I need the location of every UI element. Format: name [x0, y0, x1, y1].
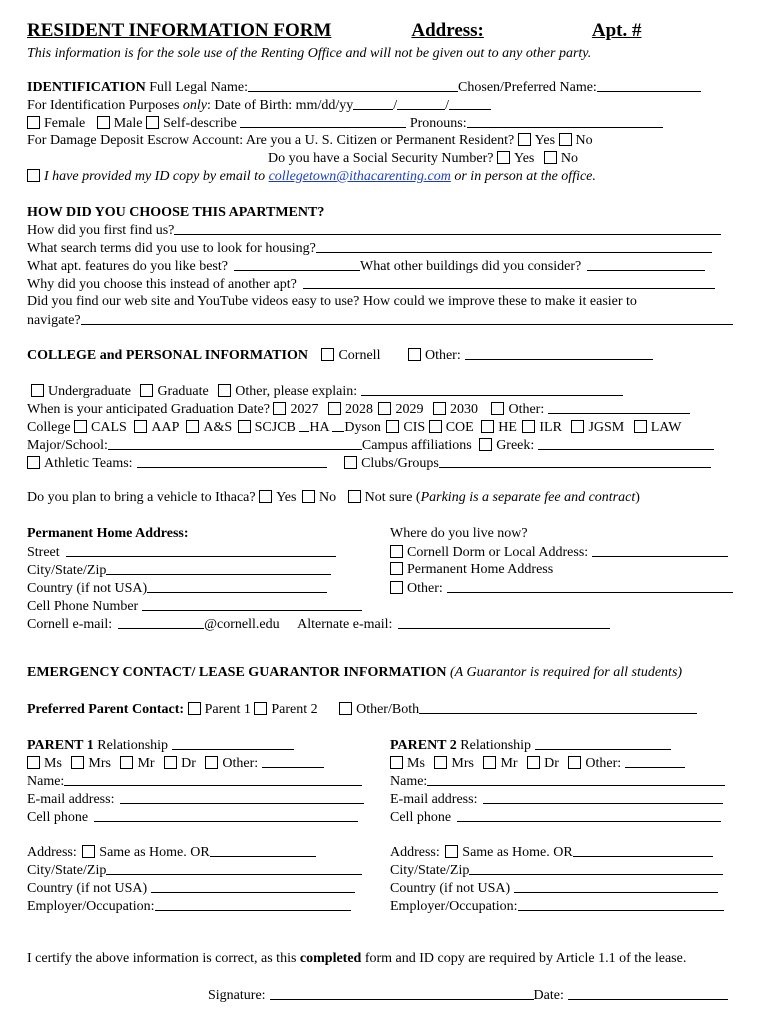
street-field[interactable] [66, 543, 336, 557]
parent2-employer-field[interactable] [518, 897, 724, 911]
self-describe-field[interactable] [240, 114, 406, 128]
college-ha-blank[interactable] [299, 418, 309, 432]
buildings-question: What other buildings did you consider? [359, 259, 582, 274]
alt-email-label: Alternate e-mail: [297, 617, 393, 632]
vehicle-yes-checkbox[interactable] [259, 490, 272, 503]
country-label: Country (if not USA) [390, 881, 511, 896]
college-option: COE [445, 420, 474, 435]
parent2-option: Parent 2 [271, 702, 318, 717]
email-link[interactable]: collegetown@ithacarenting.com [268, 169, 451, 184]
name-label: Name: [390, 774, 428, 789]
emergency-heading: EMERGENCY CONTACT/ LEASE GUARANTOR INFORMATION [27, 665, 447, 680]
live-other-label: Other: [407, 581, 443, 596]
college-jgsm-checkbox[interactable] [571, 420, 584, 433]
dob-label: For Identification Purposes [27, 98, 183, 113]
vehicle-no-checkbox[interactable] [302, 490, 315, 503]
other-college-checkbox[interactable] [408, 348, 421, 361]
college-option: JGSM [588, 420, 625, 435]
male-checkbox[interactable] [97, 116, 110, 129]
preferred-other-field[interactable] [419, 700, 697, 714]
yes-label: Yes [276, 490, 297, 505]
address-label: Address: [411, 20, 484, 41]
parent2-address-field[interactable] [573, 843, 713, 857]
perm-home-checkbox[interactable] [390, 562, 403, 575]
college-label: College [27, 420, 71, 435]
dob-year-field[interactable] [449, 96, 491, 110]
undergraduate-checkbox[interactable] [31, 384, 44, 397]
cornell-domain: @cornell.edu [204, 617, 280, 632]
female-label: Female [44, 116, 86, 131]
citizen-yes-checkbox[interactable] [518, 133, 531, 146]
find-field[interactable] [174, 221, 721, 235]
preferred-contact-label: Preferred Parent Contact: [27, 702, 185, 717]
year-2027-checkbox[interactable] [273, 402, 286, 415]
dob-slash: / [393, 98, 398, 113]
dob-month-field[interactable] [353, 96, 393, 110]
buildings-field[interactable] [587, 257, 705, 271]
year-label: 2028 [344, 402, 373, 417]
apartment-heading: HOW DID YOU CHOOSE THIS APARTMENT? [27, 205, 325, 220]
self-describe-checkbox[interactable] [146, 116, 159, 129]
college-law-checkbox[interactable] [634, 420, 647, 433]
college-scjcb-checkbox[interactable] [238, 420, 251, 433]
parent1-city-field[interactable] [106, 861, 362, 875]
other-both-option: Other/Both [356, 702, 420, 717]
cornell-email-field[interactable] [118, 615, 204, 629]
parent1-email-field[interactable] [120, 790, 364, 804]
title-option: Ms [407, 756, 425, 771]
certification-statement [27, 950, 686, 967]
parent1-country-field[interactable] [151, 879, 355, 893]
citizen-question: For Damage Deposit Escrow Account: Are you a U. S. Citizen or Permanent Resident? [27, 133, 515, 148]
email-label: E-mail address: [27, 792, 115, 807]
parent2-country-field[interactable] [514, 879, 718, 893]
cornell-label: Cornell [338, 348, 381, 363]
female-checkbox[interactable] [27, 116, 40, 129]
parent2-cell-field[interactable] [457, 808, 721, 822]
parent2-dr-checkbox[interactable] [527, 756, 540, 769]
pronouns-label: Pronouns: [409, 116, 467, 131]
cell-label: Cell phone [390, 810, 452, 825]
pronouns-field[interactable] [467, 114, 663, 128]
full-name-field[interactable] [248, 78, 458, 92]
parent1-relationship-field[interactable] [172, 736, 294, 750]
title-other-label: Other: [585, 756, 622, 771]
parent2-heading: PARENT 2 [390, 738, 457, 753]
parent2-ms-checkbox[interactable] [390, 756, 403, 769]
parent2-mr-checkbox[interactable] [483, 756, 496, 769]
address-label: Address: [27, 845, 77, 860]
year-2030-checkbox[interactable] [433, 402, 446, 415]
id-copy-text: or in person at the office. [450, 169, 596, 184]
header-row [27, 22, 700, 39]
college-ilr-checkbox[interactable] [522, 420, 535, 433]
parent1-other-field[interactable] [262, 754, 324, 768]
title-option: Mrs [88, 756, 111, 771]
date-label: Date: [533, 988, 564, 1003]
year-2028-checkbox[interactable] [328, 402, 341, 415]
yes-label: Yes [514, 151, 535, 166]
why-question: Why did you choose this instead of another apt? [27, 277, 297, 292]
alt-email-field[interactable] [398, 615, 610, 629]
ssn-yes-checkbox[interactable] [497, 151, 510, 164]
id-copy-text: I have provided my ID copy by email to [44, 169, 269, 184]
find-question: How did you first find us? [27, 223, 175, 238]
city-label: City/State/Zip [390, 863, 470, 878]
relationship-label: Relationship [97, 738, 169, 753]
chosen-name-label: Chosen/Preferred Name: [458, 80, 597, 95]
greek-checkbox[interactable] [479, 438, 492, 451]
address-label: Address: [390, 845, 440, 860]
college-heading: COLLEGE and PERSONAL INFORMATION [27, 348, 308, 363]
greek-field[interactable] [538, 436, 714, 450]
college-option: A&S [203, 420, 233, 435]
undergraduate-label: Undergraduate [48, 384, 131, 399]
parent1-other-checkbox[interactable] [205, 756, 218, 769]
dob-format: : Date of Birth: mm/dd/yy [207, 98, 354, 113]
ssn-no-checkbox[interactable] [544, 151, 557, 164]
parent1-address-field[interactable] [210, 843, 316, 857]
parent1-dr-checkbox[interactable] [164, 756, 177, 769]
parent1-ms-checkbox[interactable] [27, 756, 40, 769]
city-label: City/State/Zip [27, 563, 107, 578]
graduate-label: Graduate [157, 384, 209, 399]
other-college-field[interactable] [465, 346, 653, 360]
citizen-no-checkbox[interactable] [559, 133, 572, 146]
same-home-label: Same as Home. OR [462, 845, 573, 860]
dorm-label: Cornell Dorm or Local Address: [407, 545, 589, 560]
parent2-city-field[interactable] [469, 861, 723, 875]
search-question: What search terms did you use to look for housing? [27, 241, 316, 256]
parent1-heading: PARENT 1 [27, 738, 94, 753]
identification-heading: IDENTIFICATION [27, 80, 146, 95]
vehicle-question: Do you plan to bring a vehicle to Ithaca? [27, 490, 256, 505]
clubs-checkbox[interactable] [344, 456, 357, 469]
parent1-employer-field[interactable] [155, 897, 351, 911]
grad-date-question: When is your anticipated Graduation Date? [27, 402, 270, 417]
college-option: HE [498, 420, 517, 435]
country-label: Country (if not USA) [27, 581, 148, 596]
title-option: Dr [544, 756, 559, 771]
title-option: Mr [500, 756, 518, 771]
parent2-mrs-checkbox[interactable] [434, 756, 447, 769]
name-label: Name: [27, 774, 65, 789]
dorm-field[interactable] [592, 543, 728, 557]
signature-field[interactable] [270, 986, 534, 1000]
no-label: No [560, 151, 578, 166]
form-subtitle: This information is for the sole use of the Renting Office and will not be given out to any other party. [27, 46, 592, 61]
dorm-checkbox[interactable] [390, 545, 403, 558]
title-option: Dr [181, 756, 196, 771]
certify-completed: completed [299, 951, 362, 966]
year-other-field[interactable] [548, 400, 690, 414]
cornell-email-label: Cornell e-mail: [27, 617, 113, 632]
college-option: CIS [403, 420, 426, 435]
not-sure-label: Not sure [364, 490, 413, 505]
college-as-checkbox[interactable] [186, 420, 199, 433]
city-label: City/State/Zip [27, 863, 107, 878]
id-copy-checkbox[interactable] [27, 169, 40, 182]
certify-text: form and ID copy are required by Article 1.1 of the lease. [361, 951, 687, 966]
chosen-name-field[interactable] [597, 78, 701, 92]
live-question: Where do you live now? [390, 526, 528, 541]
parent2-same-home-checkbox[interactable] [445, 845, 458, 858]
dob-slash: / [445, 98, 450, 113]
web-field[interactable] [81, 311, 733, 325]
parent1-mr-checkbox[interactable] [120, 756, 133, 769]
preferred-parent1-checkbox[interactable] [188, 702, 201, 715]
college-dyson-blank[interactable] [332, 418, 344, 432]
parent1-option: Parent 1 [204, 702, 251, 717]
college-he-checkbox[interactable] [481, 420, 494, 433]
apt-label: Apt. # [591, 20, 642, 41]
web-question: Did you find our web site and YouTube videos easy to use? How could we improve these to make it easier to [27, 294, 637, 309]
athletic-checkbox[interactable] [27, 456, 40, 469]
features-question: What apt. features do you like best? [27, 259, 228, 274]
college-option: AAP [151, 420, 179, 435]
preferred-parent2-checkbox[interactable] [254, 702, 267, 715]
college-coe-checkbox[interactable] [429, 420, 442, 433]
signature-label: Signature: [208, 988, 266, 1003]
relationship-label: Relationship [460, 738, 532, 753]
clubs-field[interactable] [439, 454, 711, 468]
search-field[interactable] [316, 239, 712, 253]
other-program-checkbox[interactable] [218, 384, 231, 397]
greek-label: Greek: [496, 438, 535, 453]
employer-label: Employer/Occupation: [390, 899, 518, 914]
certify-text: I certify the above information is correct, as this [27, 951, 300, 966]
college-option: CALS [91, 420, 127, 435]
parking-note: Parking is a separate fee and contract [420, 490, 636, 505]
year-label: 2030 [449, 402, 478, 417]
other-program-label: Other, please explain: [235, 384, 358, 399]
year-label: 2029 [395, 402, 424, 417]
parent2-other-checkbox[interactable] [568, 756, 581, 769]
college-option: LAW [650, 420, 682, 435]
form-title: RESIDENT INFORMATION FORM [27, 20, 332, 41]
parent1-cell-field[interactable] [94, 808, 358, 822]
email-label: E-mail address: [390, 792, 478, 807]
year-2029-checkbox[interactable] [378, 402, 391, 415]
title-option: Mrs [451, 756, 474, 771]
major-label: Major/School: [27, 438, 108, 453]
year-label: 2027 [290, 402, 319, 417]
dob-day-field[interactable] [397, 96, 445, 110]
home-address-heading: Permanent Home Address: [27, 526, 189, 541]
parent1-name-field[interactable] [64, 772, 362, 786]
other-program-field[interactable] [361, 382, 623, 396]
city-field[interactable] [106, 561, 331, 575]
male-label: Male [113, 116, 143, 131]
other-college-label: Other: [424, 348, 461, 363]
title-option: Mr [137, 756, 155, 771]
vehicle-unsure-checkbox[interactable] [348, 490, 361, 503]
dob-only: only [182, 98, 208, 113]
graduate-checkbox[interactable] [140, 384, 153, 397]
self-describe-label: Self-describe [162, 116, 237, 131]
title-other-label: Other: [222, 756, 259, 771]
parent1-same-home-checkbox[interactable] [82, 845, 95, 858]
parent2-relationship-field[interactable] [535, 736, 671, 750]
country-label: Country (if not USA) [27, 881, 148, 896]
college-aap-checkbox[interactable] [134, 420, 147, 433]
no-label: No [318, 490, 337, 505]
cell-label: Cell phone [27, 810, 89, 825]
clubs-label: Clubs/Groups [361, 456, 439, 471]
no-label: No [575, 133, 593, 148]
athletic-label: Athletic Teams: [44, 456, 133, 471]
live-other-field[interactable] [447, 579, 733, 593]
college-cals-checkbox[interactable] [74, 420, 87, 433]
perm-home-label: Permanent Home Address [407, 562, 554, 577]
cell-field[interactable] [142, 597, 362, 611]
date-field[interactable] [568, 986, 728, 1000]
web-question-2: navigate? [27, 313, 81, 328]
major-field[interactable] [108, 436, 362, 450]
same-home-label: Same as Home. OR [99, 845, 210, 860]
cornell-checkbox[interactable] [321, 348, 334, 361]
country-field[interactable] [147, 579, 327, 593]
year-other-checkbox[interactable] [491, 402, 504, 415]
live-other-checkbox[interactable] [390, 581, 403, 594]
street-label: Street [27, 545, 60, 560]
college-option: Dyson [344, 420, 381, 435]
why-field[interactable] [303, 275, 715, 289]
parent2-email-field[interactable] [483, 790, 723, 804]
title-option: Ms [44, 756, 62, 771]
parent2-name-field[interactable] [427, 772, 725, 786]
campus-label: Campus affiliations [361, 438, 472, 453]
yes-label: Yes [534, 133, 556, 148]
full-name-label: Full Legal Name: [149, 80, 249, 95]
year-other-label: Other: [508, 402, 545, 417]
preferred-other-checkbox[interactable] [339, 702, 352, 715]
parent2-other-field[interactable] [625, 754, 685, 768]
college-option: HA [309, 420, 329, 435]
college-option: ILR [539, 420, 562, 435]
ssn-question: Do you have a Social Security Number? [268, 151, 494, 166]
college-option: SCJCB [254, 420, 296, 435]
cell-label: Cell Phone Number [27, 599, 139, 614]
college-cis-checkbox[interactable] [386, 420, 399, 433]
athletic-field[interactable] [137, 454, 327, 468]
guarantor-note: (A Guarantor is required for all students) [450, 665, 683, 680]
parent1-mrs-checkbox[interactable] [71, 756, 84, 769]
employer-label: Employer/Occupation: [27, 899, 155, 914]
features-field[interactable] [234, 257, 360, 271]
